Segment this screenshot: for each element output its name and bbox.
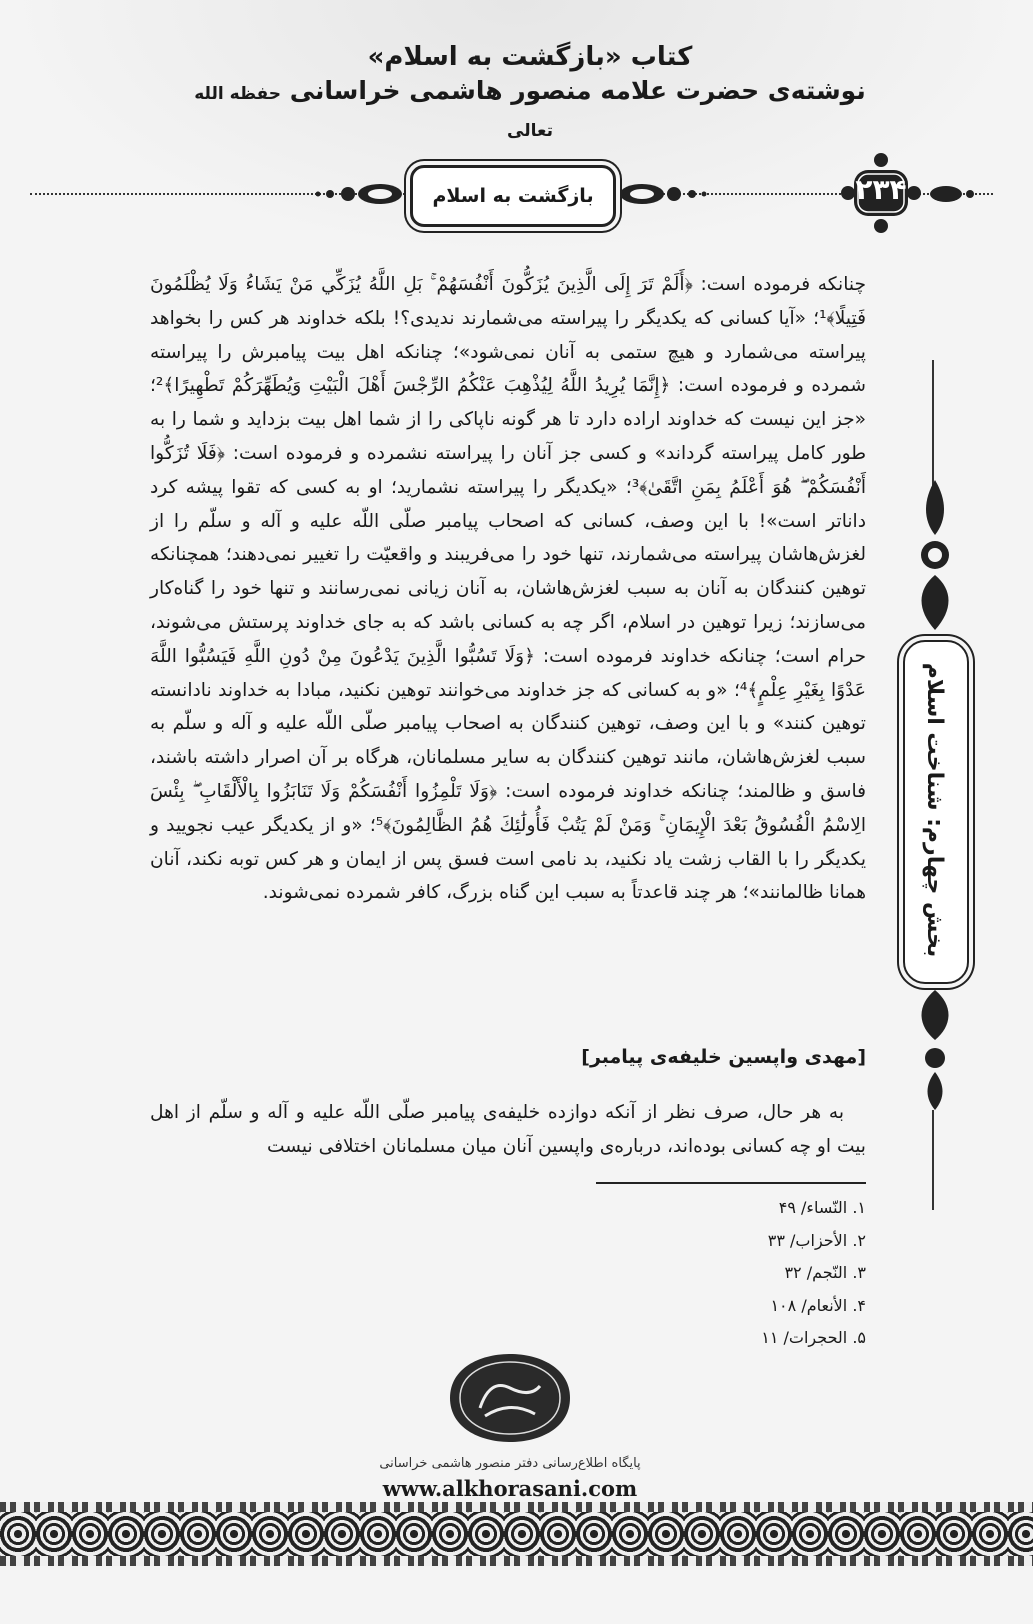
paragraph-2: به هر حال، صرف نظر از آنکه دوازده خلیفه‌ی پیامبر صلّی اللّه علیه و آله و سلّم از اهل بیت او چه کسانی بوده‌اند، درباره‌ی واپسین آنان میان مسلمانان اختلافی نیست [150, 1102, 866, 1157]
main-paragraph [150, 268, 866, 910]
side-section-label: بخش چهارم: شناخت اسلام [922, 662, 947, 958]
footnote-item: ۵. الحجرات/ ۱۱ [761, 1328, 866, 1347]
author-honorific: حفظه الله تعالی [194, 84, 553, 141]
book-title-block [180, 40, 880, 148]
footnotes-list [596, 1192, 866, 1355]
author-name: نوشته‌ی حضرت علامه منصور هاشمی خراسانی [289, 76, 866, 105]
footer-margin [0, 1566, 1033, 1624]
running-title: بازگشت به اسلام [432, 185, 594, 207]
far-right-ornament-icon [924, 176, 984, 212]
seal-logo-icon [430, 1348, 590, 1448]
paragraph-1: چنانکه فرموده است: ﴿أَلَمْ تَرَ إِلَى الَّذِينَ يُزَكُّونَ أَنْفُسَهُمْ ۚ بَلِ اللَّهُ يُزَكِّي مَنْ يَشَاءُ وَلَا يُظْلَمُونَ فَتِيلًا﴾¹؛ «آیا کسانی که یکدیگر را پیراسته می‌شمارند ندیدی؟! بلکه خداوند هر کس را بخواهد پیراسته می‌شمارد و هیچ ستمی به آنان نمی‌شود»؛ چنانکه اهل بیت پیامبرش را پیراسته شمرده و فرموده است: ﴿إِنَّمَا يُرِيدُ اللَّهُ لِيُذْهِبَ عَنْكُمُ الرِّجْسَ أَهْلَ الْبَيْتِ وَيُطَهِّرَكُمْ تَطْهِيرًا﴾²؛ «جز این نیست که خداوند اراده دارد تا هر گونه ناپاکی را از شما اهل بیت بزداید و شما را به طور کامل پیراسته گرداند» و کسی جز آنان را پیراسته نشمرده و فرموده است: ﴿فَلَا تُزَكُّوا أَنْفُسَكُمْ ۖ هُوَ أَعْلَمُ بِمَنِ اتَّقَىٰ﴾³؛ «یکدیگر را پیراسته نشمارید؛ او به کسی که تقوا پیشه کرد داناتر است»! با این وصف، کسانی که اصحاب پیامبر صلّی اللّه علیه و آله و سلّم را از لغزش‌هاشان پیراسته می‌شمارند، تنها خود را می‌فریبند و واقعیّت را تغییر نمی‌دهند؛ همچنانکه توهین کنندگان به آنان به سبب لغزش‌هاشان، به آنان زیانی نمی‌رسانند و تنها خود را گناه‌کار می‌سازند؛ زیرا توهین در اسلام، اگر چه به کسانی باشد که به جای خداوند پرستش می‌شوند، حرام است؛ چنانکه خداوند فرموده است: ﴿وَلَا تَسُبُّوا الَّذِينَ يَدْعُونَ مِنْ دُونِ اللَّهِ فَيَسُبُّوا اللَّهَ عَدْوًا بِغَيْرِ عِلْمٍ﴾⁴؛ «و به کسانی که جز خداوند می‌خوانند توهین نکنید، مبادا به خداوند نادانسته توهین کنند» و با این وصف، توهین کنندگان به اصحاب پیامبر صلّی اللّه علیه و آله و سلّم به سبب لغزش‌هاشان، مانند توهین کنندگان به سایر مسلمانان، هرگاه بر آن اصرار داشته باشند، فاسق و ظالمند؛ چنانکه خداوند فرموده است: ﴿وَلَا تَلْمِزُوا أَنْفُسَكُمْ وَلَا تَنَابَزُوا بِالْأَلْقَابِ ۖ بِئْسَ الِاسْمُ الْفُسُوقُ بَعْدَ الْإِيمَانِ ۚ وَمَنْ لَمْ يَتُبْ فَأُولَٰئِكَ هُمُ الظَّالِمُونَ﴾⁵؛ «و از یکدیگر عیب نجویید و یکدیگر را با القاب زشت یاد نکنید، بد نامی است فسق پس از ایمان و هر کس توبه نکند، آنان همانا ظالمانند»؛ هر چند قاعدتاً به سبب این گناه بزرگ، کافر شمرده نمی‌شوند. [150, 274, 866, 904]
footnote-divider [596, 1182, 866, 1184]
section-heading: [مهدی واپسین خلیفه‌ی پیامبر] [581, 1046, 866, 1068]
left-ornament-icon [300, 176, 410, 212]
side-line-top [932, 360, 934, 490]
book-title: کتاب «بازگشت به اسلام» [367, 42, 693, 72]
right-ornament-icon [612, 176, 722, 212]
footnote-item: ۱. النّساء/ ۴۹ [778, 1198, 866, 1217]
side-ornament-bottom-icon [905, 990, 965, 1110]
footer-credit: پایگاه اطلاع‌رسانی دفتر منصور هاشمی خراسانی [379, 1456, 641, 1471]
footer-pattern-motifs [0, 1512, 1033, 1556]
footer-website-link[interactable]: www.alkhorasani.com [382, 1476, 638, 1501]
footnote-item: ۲. الأحزاب/ ۳۳ [767, 1230, 866, 1250]
footnote-item: ۴. الأنعام/ ۱۰۸ [770, 1295, 866, 1315]
page-number: ۲۳۴ [855, 173, 907, 206]
book-author [180, 74, 880, 148]
side-line-bottom [932, 1110, 934, 1210]
footnote-item: ۳. النّجم/ ۳۲ [784, 1263, 866, 1282]
side-ornament-top-icon [905, 480, 965, 630]
running-header-label [410, 165, 616, 227]
